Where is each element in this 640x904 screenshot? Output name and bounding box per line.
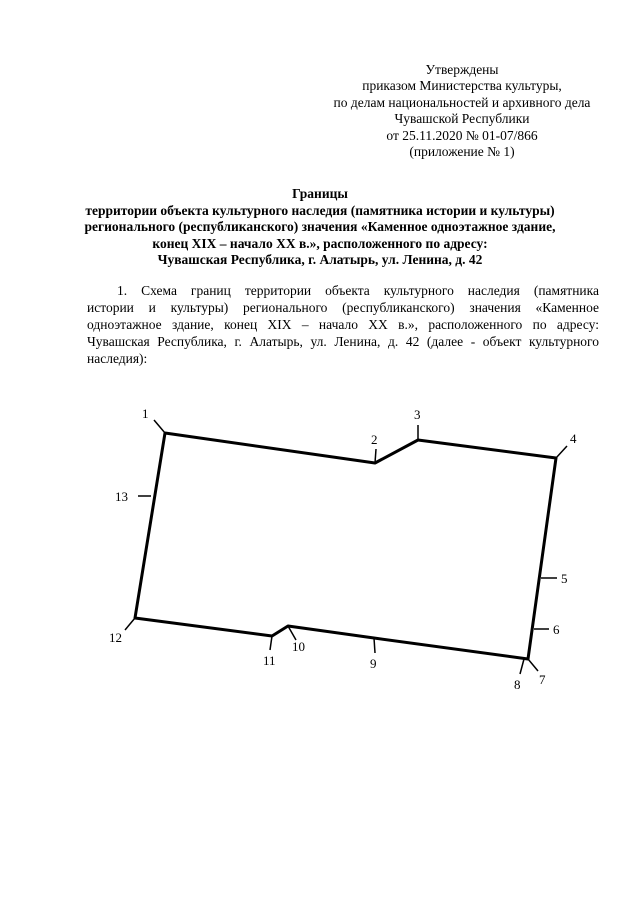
point-label-5: 5 [561, 571, 568, 586]
approval-line: (приложение № 1) [409, 144, 515, 160]
paragraph-line: одноэтажное здание, конец XIX – начало XX в.», расположенного по адресу: [87, 317, 599, 332]
point-label-6: 6 [553, 622, 560, 637]
point-label-9: 9 [370, 656, 377, 671]
boundary-polygon [135, 433, 556, 659]
paragraph-line: Чувашская Республика, г. Алатырь, ул. Ленина, д. 42 (далее - объект культурного [87, 334, 599, 349]
point-label-13: 13 [115, 489, 128, 504]
approval-line: приказом Министерства культуры, [362, 78, 562, 94]
point-label-4: 4 [570, 431, 577, 446]
point-label-10: 10 [292, 639, 305, 654]
point-label-12: 12 [109, 630, 122, 645]
point-label-3: 3 [414, 407, 421, 422]
paragraph-line: 1. Схема границ территории объекта культурного наследия (памятника [117, 283, 599, 298]
paragraph-line: наследия): [87, 351, 148, 366]
point-label-1: 1 [142, 406, 149, 421]
approval-line: от 25.11.2020 № 01-07/866 [386, 127, 538, 143]
approval-line: Чувашской Республики [394, 111, 530, 127]
title-line: территории объекта культурного наследия (памятника истории и культуры) [85, 202, 555, 218]
point-label-7: 7 [539, 672, 546, 687]
title-line: регионального (республиканского) значения «Каменное одноэтажное здание, [84, 219, 556, 235]
title-line: Границы [292, 186, 348, 201]
point-label-8: 8 [514, 677, 521, 692]
approval-line: Утверждены [425, 62, 499, 77]
title-line: Чувашская Республика, г. Алатырь, ул. Ленина, д. 42 [157, 252, 483, 268]
title-line: конец XIX – начало XX в.», расположенного по адресу: [152, 235, 488, 251]
point-label-2: 2 [371, 432, 378, 447]
point-label-11: 11 [263, 653, 276, 668]
approval-line: по делам национальностей и архивного дела [333, 94, 591, 110]
point-labels [109, 406, 577, 692]
paragraph-line: истории и культуры) регионального (республиканского) значения «Каменное [87, 300, 599, 315]
